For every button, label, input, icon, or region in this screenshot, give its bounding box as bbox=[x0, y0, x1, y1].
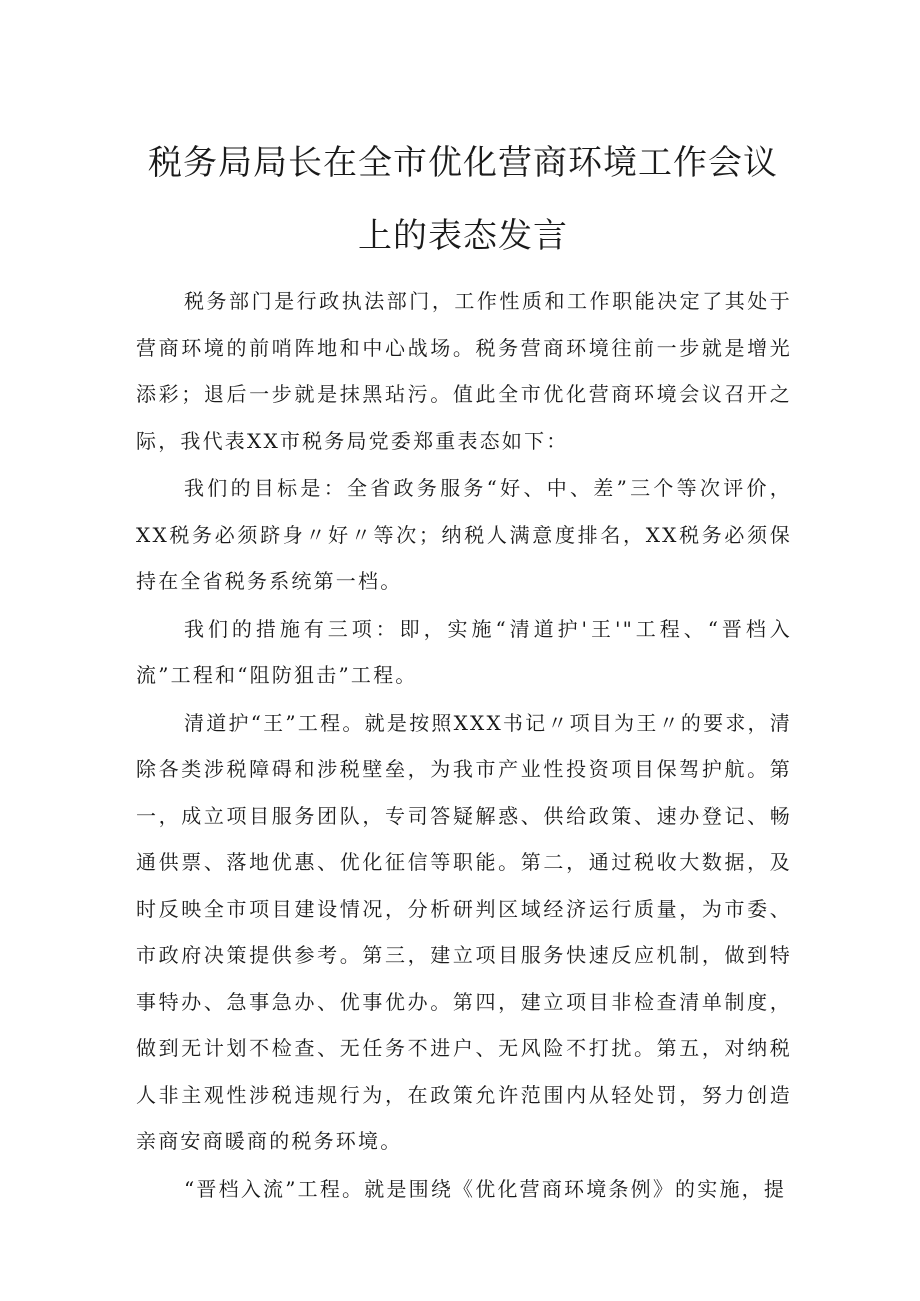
paragraph-goals: 我们的目标是：全省政务服务“好、中、差”三个等次评价，XX税务必须跻身〃好〃等次；纳税人满意度排名，XX税务必须保持在全省税务系统第一档。 bbox=[136, 476, 792, 593]
document-body bbox=[136, 278, 792, 1213]
paragraph-measures: 我们的措施有三项：即，实施“清道护'王'"工程、“晋档入流”工程和“阻防狙击”工程。 bbox=[136, 616, 792, 687]
document-title-line-1: 税务局局长在全市优化营商环境工作会议 bbox=[148, 143, 778, 183]
document-title-line-2: 上的表态发言 bbox=[358, 216, 568, 256]
paragraph-project-protection: 清道护“王”工程。就是按照XXX书记〃项目为王〃的要求，清除各类涉税障碍和涉税壁垒，为我市产业性投资项目保驾护航。第一，成立项目服务团队，专司答疑解惑、供给政策、速办登记、畅通供票、落地优惠、优化征信等职能。第二，通过税收大数据，及时反映全市项目建设情况，分析研判区域经济运行质量，为市委、市政府决策提供参考。第三，建立项目服务快速反应机制，做到特事特办、急事急办、优事优办。第四，建立项目非检查清单制度，做到无计划不检查、无任务不进户、无风险不打扰。第五，对纳税人非主观性涉税违规行为，在政策允许范围内从轻处罚，努力创造亲商安商暖商的税务环境。 bbox=[136, 710, 792, 1153]
paragraph-level-upgrade: “晋档入流”工程。就是围绕《优化营商环境条例》的实施，提 bbox=[184, 1176, 787, 1201]
paragraph-intro: 税务部门是行政执法部门，工作性质和工作职能决定了其处于营商环境的前哨阵地和中心战场。税务营商环境往前一步就是增光添彩；退后一步就是抹黑玷污。值此全市优化营商环境会议召开之际，我代表XX市税务局党委郑重表态如下： bbox=[136, 289, 792, 453]
